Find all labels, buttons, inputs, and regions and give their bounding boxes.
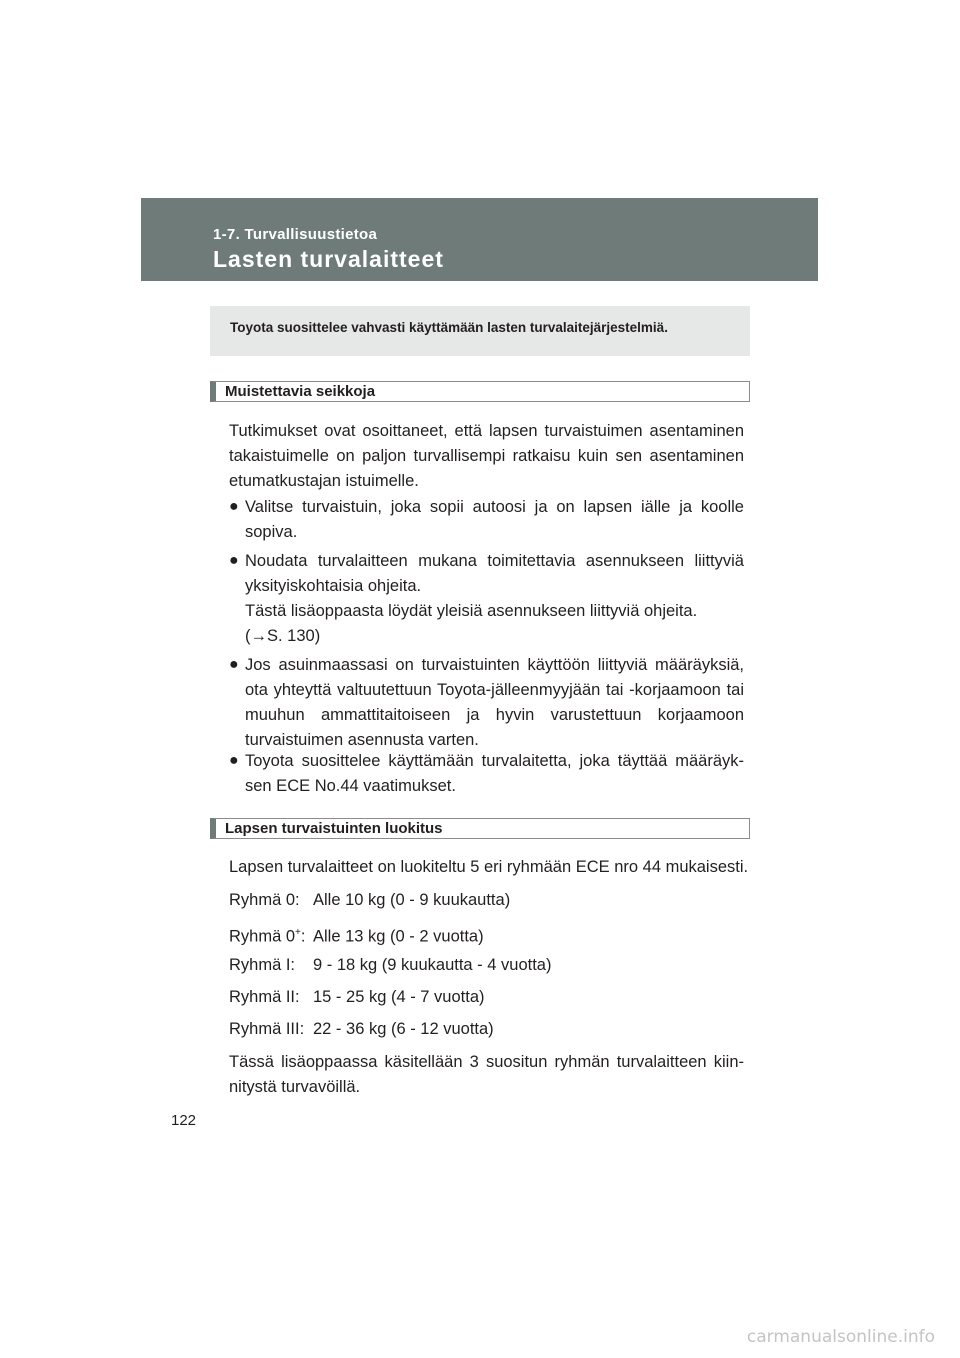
page-title: Lasten turvalaitteet xyxy=(213,246,444,272)
group-label: Ryhmä III: xyxy=(229,1020,305,1038)
bullet-text: Valitse turvaistuin, joka sopii autoosi ja on lapsen iälle ja koolle sopiva. xyxy=(245,498,744,541)
bullet-item xyxy=(229,549,744,649)
section-heading-muistettavia xyxy=(210,381,750,402)
group-value: 9 - 18 kg (9 kuukautta - 4 vuotta) xyxy=(313,956,552,974)
bullet-text: Toyota suosittelee käyttämään turvalaitetta, joka täyttää määräyk-sen ECE No.44 vaatimukset. xyxy=(245,752,744,795)
group-row xyxy=(229,920,484,950)
group-label: Ryhmä 0: xyxy=(229,891,300,909)
group-label: Ryhmä 0 xyxy=(229,927,296,946)
bullet-dot-icon: ● xyxy=(229,552,239,569)
group-label-suffix: : xyxy=(300,927,306,946)
group-superscript: + xyxy=(295,927,301,938)
group-row xyxy=(229,953,551,978)
bullet-dot-icon: ● xyxy=(229,656,239,673)
intro-text: Toyota suosittelee vahvasti käyttämään lasten turvalaitejärjestelmiä. xyxy=(230,320,668,335)
chapter-header-band xyxy=(141,198,818,281)
group-label: Ryhmä I: xyxy=(229,956,296,974)
bullet-item xyxy=(229,749,744,799)
group-row xyxy=(229,985,485,1010)
bullet-dot-icon: ● xyxy=(229,498,239,515)
group-value: 22 - 36 kg (6 - 12 vuotta) xyxy=(313,1020,494,1038)
section-label: 1-7. Turvallisuustietoa xyxy=(213,226,378,243)
page-reference-link[interactable]: (→S. 130) xyxy=(245,627,321,645)
watermark: carmanualsonline.info xyxy=(746,1327,935,1347)
closing-paragraph: Tässä lisäoppaassa käsitellään 3 suositun ryhmän turvalaitteen kiin-nitystä turvavöillä. xyxy=(229,1053,744,1096)
bullet-item xyxy=(229,495,744,545)
bullet-extra-line: Tästä lisäoppaasta löydät yleisiä asennukseen liittyviä ohjeita. xyxy=(245,602,698,620)
section-heading-luokitus xyxy=(210,818,750,839)
group-value: 15 - 25 kg (4 - 7 vuotta) xyxy=(313,988,485,1006)
bullet-text: Noudata turvalaitteen mukana toimitettavia asennukseen liittyviä yksityiskohtaisia ohjeita. xyxy=(245,552,744,595)
group-row xyxy=(229,1017,494,1042)
bullet-text: Jos asuinmaassasi on turvaistuinten käyttöön liittyviä määräyksiä, ota yhteyttä valtuutettuun Toyota-jälleenmyyjään tai -korjaamoon tai muuhun ammattitaitoiseen ja hyvin varustettuun korjaamoon turvaistuimen asennusta varten. xyxy=(245,656,744,749)
section-heading-text: Muistettavia seikkoja xyxy=(225,383,376,400)
page-number: 122 xyxy=(171,1112,197,1129)
group-label-wrap xyxy=(229,920,313,950)
group-label: Ryhmä II: xyxy=(229,988,300,1006)
group-row xyxy=(229,888,510,913)
section-heading-text: Lapsen turvaistuinten luokitus xyxy=(225,820,443,837)
section1-paragraph: Tutkimukset ovat osoittaneet, että lapsen turvaistuimen asentaminen takaistuimelle on paljon turvallisempi ratkaisu kuin sen asentaminen etumatkustajan istuimelle. xyxy=(229,422,744,490)
group-value: Alle 10 kg (0 - 9 kuukautta) xyxy=(313,891,511,909)
bullet-item xyxy=(229,653,744,753)
intro-box xyxy=(210,306,750,356)
classification-intro: Lapsen turvalaitteet on luokiteltu 5 eri ryhmään ECE nro 44 mukaisesti. xyxy=(229,858,749,876)
group-value: Alle 13 kg (0 - 2 vuotta) xyxy=(313,927,484,946)
bullet-dot-icon: ● xyxy=(229,752,239,769)
